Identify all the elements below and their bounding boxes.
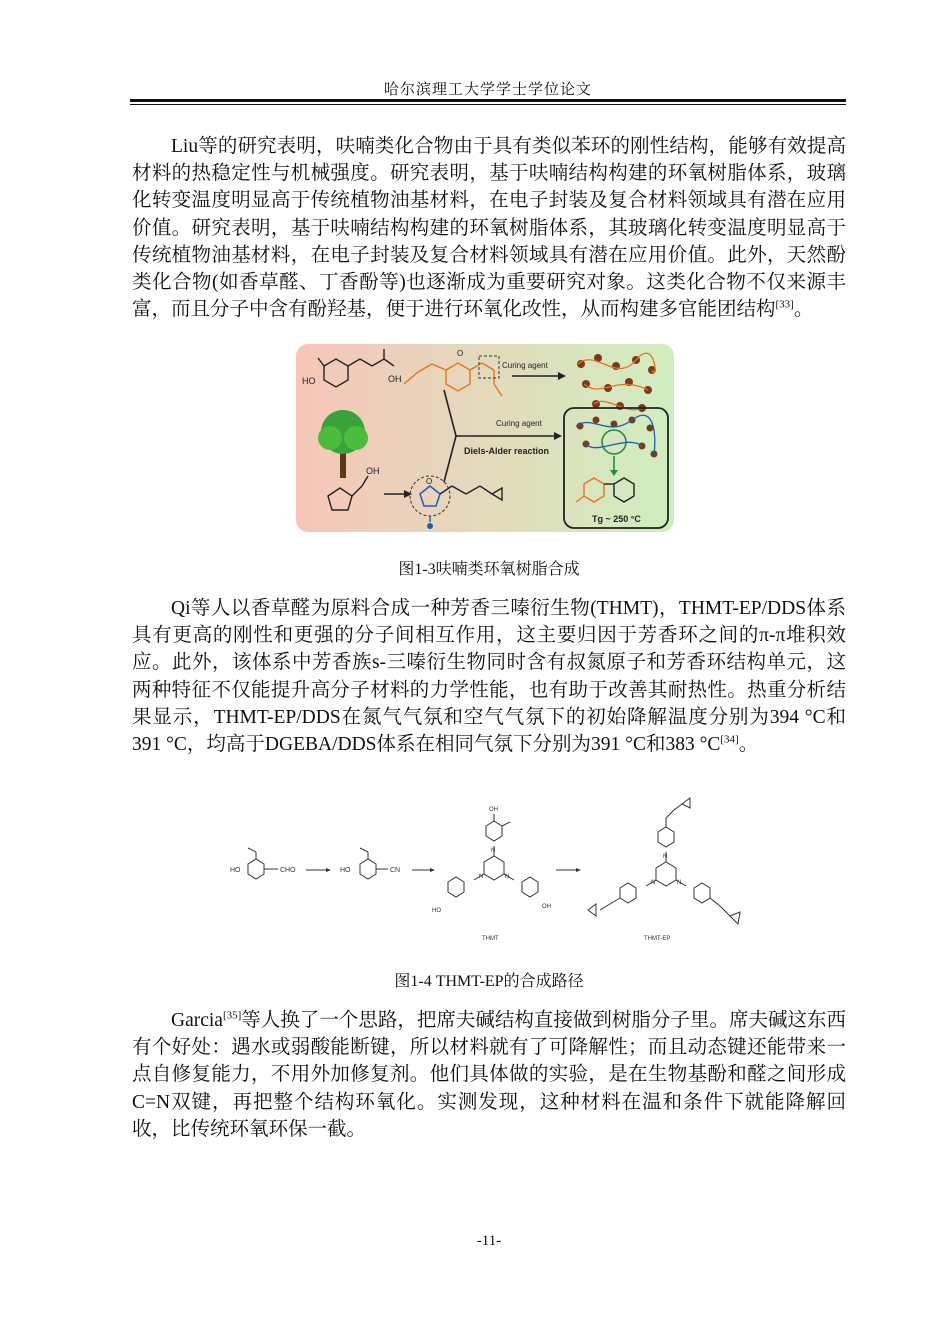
label-ho-vanillin: HO: [230, 867, 241, 874]
header-rule-thick: [130, 99, 846, 102]
label-curing-agent-mid: Curing agent: [496, 419, 542, 428]
figure-furan-epoxy: [296, 344, 674, 532]
label-oh-thmt-right: OH: [542, 904, 551, 910]
paragraph-thmt-end: 。: [738, 734, 759, 756]
label-n-ep-2: N: [651, 880, 656, 886]
label-cho: CHO: [280, 867, 296, 874]
paragraph-furan-text: Liu等的研究表明，呋喃类化合物由于具有类似苯环的刚性结构，能够有效提高材料的热稳定性与机械强度。研究表明，基于呋喃结构构建的环氧树脂体系，玻璃化转变温度明显高于传统植物油基材料，在电子封装及复合材料领域具有潜在应用价值。研究表明，基于呋喃结构构建的环氧树脂体系，其玻璃化转变温度明显高于传统植物油基材料，在电子封装及复合材料领域具有潜在应用价值。此外，天然酚类化合物(如香草醛、丁香酚等)也逐渐成为重要研究对象。这类化合物不仅来源丰富，而且分子中含有酚羟基，便于进行环氧化改性，从而构建多官能团结构: [132, 136, 846, 321]
label-curing-agent-top: Curing agent: [502, 361, 548, 370]
label-tg: Tg ~ 250 °C: [592, 514, 641, 524]
figure2-caption: 图1-4 THMT-EP的合成路径: [394, 973, 584, 990]
page-header-title: 哈尔滨理工大学学士学位论文: [383, 82, 592, 98]
figure1-caption: 图1-3呋喃类环氧树脂合成: [398, 561, 580, 578]
label-ho-thmt-left: HO: [432, 908, 441, 914]
citation-34: [34]: [720, 733, 739, 746]
paragraph-thmt-text: Qi等人以香草醛为原料合成一种芳香三嗪衍生物(THMT)，THMT-EP/DDS体系具有更高的刚性和更强的分子间相互作用，这主要归因于芳香环之间的π-π堆积效应。此外，该体系中芳香族s-三嗪衍生物同时含有叔氮原子和芳香环结构单元，这两种特征不仅能提升高分子材料的力学性能，也有助于改善其耐热性。热重分析结果显示，THMT-EP/DDS在氮气气氛和空气气氛下的初始降解温度分别为394 °C和391 °C，均高于DGEBA/DDS体系在相同气氛下分别为391 °C和383 °C: [132, 598, 846, 756]
label-ho: HO: [302, 376, 316, 386]
label-n-ep-3: N: [677, 880, 682, 886]
header-rule-thin: [130, 104, 846, 105]
paragraph-schiff-author: Garcia: [171, 1010, 223, 1031]
thmt-molecule: [448, 814, 538, 897]
arrow-head-step3: [576, 868, 581, 872]
arrow-head-step1: [326, 868, 331, 872]
vanillin-molecule: [248, 848, 278, 879]
furan-node: [427, 523, 433, 529]
page-number: -11-: [476, 1233, 502, 1249]
label-oh-furfuryl: OH: [366, 466, 380, 476]
label-thmt-ep: THMT-EP: [644, 936, 671, 942]
label-n-thmt-3: N: [505, 874, 510, 880]
citation-35: [35]: [222, 1009, 242, 1022]
paragraph-furan: [132, 133, 846, 323]
label-n-thmt-1: N: [491, 848, 496, 854]
figure-thmt-ep-synthesis: [226, 784, 756, 952]
paragraph-thmt: [132, 595, 846, 758]
label-ho-nitrile: HO: [340, 867, 351, 874]
label-n-thmt-2: N: [479, 874, 484, 880]
label-oh: OH: [388, 374, 402, 384]
label-o-top: O: [457, 349, 464, 358]
label-oh-thmt-top: OH: [489, 807, 498, 813]
label-cn: CN: [390, 867, 401, 874]
paragraph-schiff-base: [132, 1007, 846, 1143]
paragraph-schiff-text: 等人换了一个思路，把席夫碱结构直接做到树脂分子里。席夫碱这东西有个好处：遇水或弱酸能断键，所以材料就有了可降解性；而且动态键还能带来一点自修复能力，不用外加修复剂。他们具体做的实验，是在生物基酚和醛之间形成C=N双键，再把整个结构环氧化。实测发现，这种材料在温和条件下就能降解回收，比传统环氧环保一截。: [132, 1010, 846, 1140]
label-diels-alder: Diels-Alder reaction: [464, 446, 550, 456]
citation-33: [33]: [775, 298, 794, 311]
label-o-furan: O: [426, 477, 433, 486]
label-n-ep-1: N: [663, 854, 668, 860]
label-thmt: THMT: [482, 936, 499, 942]
nitrile-molecule: [360, 848, 388, 879]
arrow-head-step2: [430, 868, 435, 872]
thmt-ep-molecule: [588, 798, 740, 924]
paragraph-furan-end: 。: [793, 299, 814, 321]
